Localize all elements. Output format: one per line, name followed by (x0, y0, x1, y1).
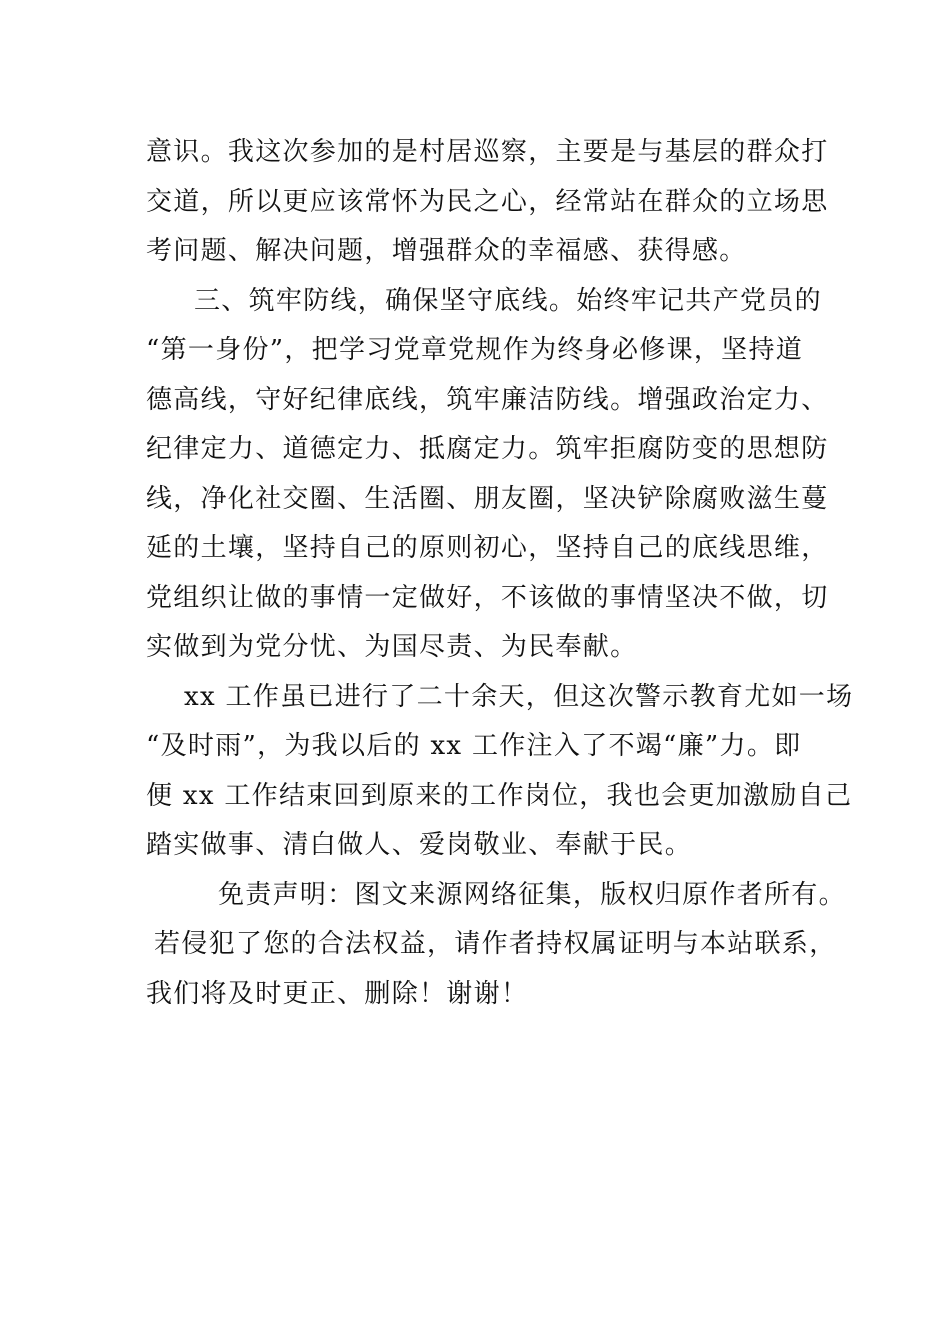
text-line: 便 xx 工作结束回到原来的工作岗位，我也会更加激励自己 (146, 780, 853, 811)
text-line: “第一身份”，把学习党章党规作为终身必修课，坚持道 (146, 335, 804, 365)
disclaimer-line: 免责声明：图文来源网络征集，版权归原作者所有。 (218, 879, 846, 910)
paragraph-2 (146, 277, 829, 673)
disclaimer-line: 我们将及时更正、删除！谢谢！ (146, 978, 529, 1009)
document-body (146, 128, 854, 1019)
text-line: 实做到为党分忧、为国尽责、为民奉献。 (146, 632, 638, 662)
text-line: 线，净化社交圈、生活圈、朋友圈，坚决铲除腐败滋生蔓 (146, 483, 829, 514)
text-line: 踏实做事、清白做人、爱岗敬业、奉献于民。 (146, 830, 693, 860)
disclaimer (146, 871, 846, 1020)
paragraph-3 (146, 673, 854, 871)
text-line: 三、筑牢防线，确保坚守底线。始终牢记共产党员的 (194, 285, 822, 316)
text-line: 纪律定力、道德定力、抵腐定力。筑牢拒腐防变的思想防 (146, 434, 829, 464)
text-line: 德高线，守好纪律底线，筑牢廉洁防线。增强政治定力、 (146, 384, 829, 415)
text-line: “及时雨”，为我以后的 xx 工作注入了不竭“廉”力。即 (146, 731, 802, 761)
text-line: 交道，所以更应该常怀为民之心，经常站在群众的立场思 (146, 186, 829, 217)
text-line: 考问题、解决问题，增强群众的幸福感、获得感。 (146, 236, 747, 266)
text-line: 党组织让做的事情一定做好，不该做的事情坚决不做，切 (146, 582, 829, 613)
text-line: 延的土壤，坚持自己的原则初心，坚持自己的底线思维， (146, 533, 829, 563)
text-line: xx 工作虽已进行了二十余天，但这次警示教育尤如一场 (184, 681, 854, 712)
disclaimer-line: 若侵犯了您的合法权益，请作者持权属证明与本站联系， (154, 929, 837, 959)
text-line: 意识。我这次参加的是村居巡察，主要是与基层的群众打 (146, 137, 829, 167)
paragraph-1 (146, 128, 829, 277)
